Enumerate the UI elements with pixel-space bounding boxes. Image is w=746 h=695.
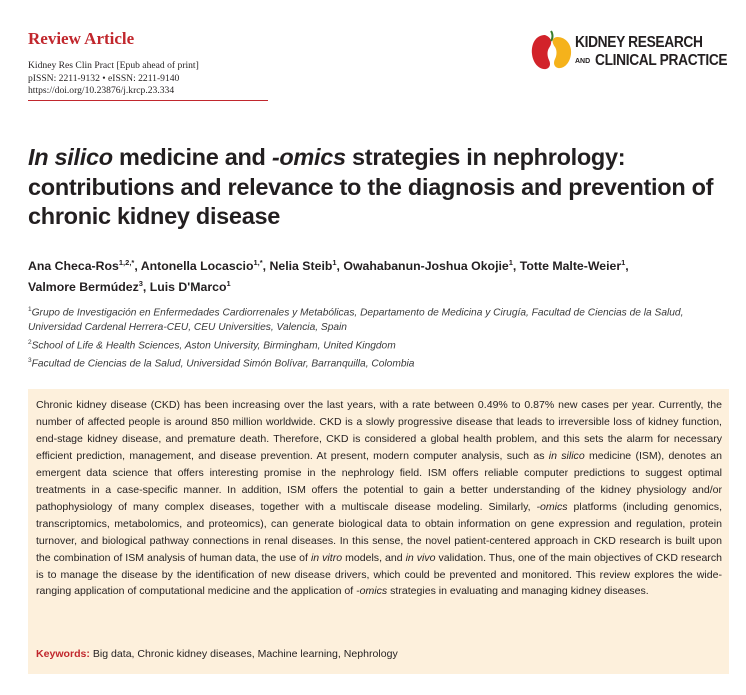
author-entry	[520, 259, 629, 273]
author-entry	[150, 280, 231, 294]
logo-and-text: AND	[575, 58, 591, 65]
title-text-2: strategies in nephrology: contributions and relevance to the diagnosis and prevention of chronic kidney disease	[28, 144, 714, 229]
author-sep: ,	[512, 259, 520, 274]
doi-link[interactable]: https://doi.org/10.23876/j.krcp.23.334	[28, 85, 175, 96]
keywords-line	[36, 648, 398, 660]
title-italic-2: -omics	[271, 144, 346, 170]
author-name: Owahabanun-Joshua Okojie	[343, 259, 509, 274]
author-affil-sup: 1	[226, 279, 231, 289]
author-sep: ,	[142, 280, 150, 295]
abstract-italic-segment: in vivo	[405, 551, 436, 564]
abstract-italic-segment: -omics	[536, 500, 568, 513]
affiliation-item	[28, 336, 728, 354]
article-title	[28, 143, 728, 232]
affiliation-number: 3	[28, 357, 32, 365]
author-affil-sup: 1	[621, 258, 626, 267]
journal-metadata	[28, 60, 199, 98]
author-name: Totte Malte-Weier	[519, 259, 622, 274]
author-entry	[141, 259, 270, 273]
keywords-text: Big data, Chronic kidney diseases, Machine learning, Nephrology	[89, 648, 398, 660]
logo-title-line1: KIDNEY RESEARCH	[575, 34, 703, 51]
author-name: Ana Checa-Ros	[28, 259, 119, 274]
affiliation-text: Facultad de Ciencias de la Salud, Universidad Simón Bolívar, Barranquilla, Colombia	[31, 358, 415, 370]
author-name: Nelia Steib	[269, 259, 333, 274]
abstract-segment: models, and	[342, 551, 406, 564]
kidney-logo-icon	[531, 29, 573, 74]
author-entry	[28, 280, 150, 294]
abstract-italic-segment: in vitro	[310, 551, 343, 564]
author-entry	[28, 259, 141, 273]
journal-citation: Kidney Res Clin Pract [Epub ahead of print]	[28, 60, 199, 71]
title-text-1: medicine and	[112, 144, 272, 170]
author-affil-sup: 3	[138, 279, 143, 289]
affiliation-number: 1	[28, 306, 32, 313]
affiliation-list	[28, 303, 728, 372]
author-affil-sup: 1	[332, 258, 337, 267]
header-divider	[28, 100, 268, 101]
author-entry	[270, 259, 344, 273]
author-affil-sup: 1,*	[253, 258, 263, 267]
author-affil-sup: 1,2,*	[118, 258, 135, 267]
author-sep: ,	[262, 259, 270, 274]
author-name: Antonella Locascio	[140, 259, 254, 274]
article-type-label: Review Article	[28, 29, 135, 48]
abstract-text	[36, 397, 722, 600]
affiliation-item	[28, 303, 728, 336]
title-italic-1: In silico	[28, 144, 113, 170]
affiliation-text: Grupo de Investigación en Enfermedades Cardiorrenales y Metabólicas, Departamento de Medicina y Cirugía, Facultad de Ciencias de la Salud, Universidad Cardenal Herrera-CEU, CEU Universities, Valencia, Spain	[28, 307, 684, 334]
abstract-italic-segment: -omics	[356, 585, 388, 598]
author-entry	[343, 259, 519, 273]
author-name: Valmore Bermúdez	[28, 280, 139, 295]
affiliation-item	[28, 354, 728, 372]
author-name: Luis D'Marco	[149, 280, 227, 295]
logo-title-line2: CLINICAL PRACTICE	[595, 52, 728, 69]
abstract-box	[28, 389, 729, 674]
affiliation-text: School of Life & Health Sciences, Aston University, Birmingham, United Kingdom	[31, 340, 396, 352]
author-list	[28, 254, 728, 296]
author-sep: ,	[625, 259, 629, 274]
abstract-segment: platforms (including genomics, transcriptomics, metabolomics, and proteomics), can generate biological data to obtain information on gene expression and regulation, protein turnover, and biological pathway connections in renal diseases. In this sense, the novel patient-centered approach in CKD research is built upon the combination of ISM analysis of human data, the use of	[36, 500, 722, 564]
abstract-segment: strategies in evaluating and managing kidney diseases.	[387, 585, 649, 598]
journal-logo	[531, 29, 731, 74]
abstract-segment: medicine (ISM), denotes an emergent data science that offers interesting promise in the nephrology field. ISM offers reliable computer predictions to suggest optimal treatments in a case-specific manner. In addition, ISM offers the potential to gain a better understanding of the kidney physiology and/or pathophysiology of many complex diseases, together with a multiscale disease modeling. Similarly,	[36, 449, 722, 513]
abstract-segment: Chronic kidney disease (CKD) has been increasing over the last years, with a rate between 0.49% to 0.87% new cases per year. Currently, the number of affected people is around 850 million worldwide. CKD is a slowly progressive disease that leads to irreversible loss of kidney function, end-stage kidney disease, and premature death. Therefore, CKD is considered a global health problem, and this sets the alarm for necessary efficient prediction, management, and disease prevention. At present, modern computer analysis, such as	[36, 399, 722, 462]
author-sep: ,	[336, 259, 344, 274]
author-sep: ,	[134, 259, 141, 274]
issn-line: pISSN: 2211-9132 • eISSN: 2211-9140	[28, 72, 180, 84]
abstract-segment: validation. Thus, one of the main objectives of CKD research is to manage the disease by the identification of new disease drivers, which could be prevented and monitored. This review explores the wide-ranging application of computational medicine and the application of	[36, 551, 722, 598]
author-affil-sup: 1	[508, 258, 513, 267]
abstract-italic-segment: in silico	[548, 449, 585, 462]
keywords-label: Keywords:	[36, 648, 90, 660]
affiliation-number: 2	[28, 338, 32, 346]
